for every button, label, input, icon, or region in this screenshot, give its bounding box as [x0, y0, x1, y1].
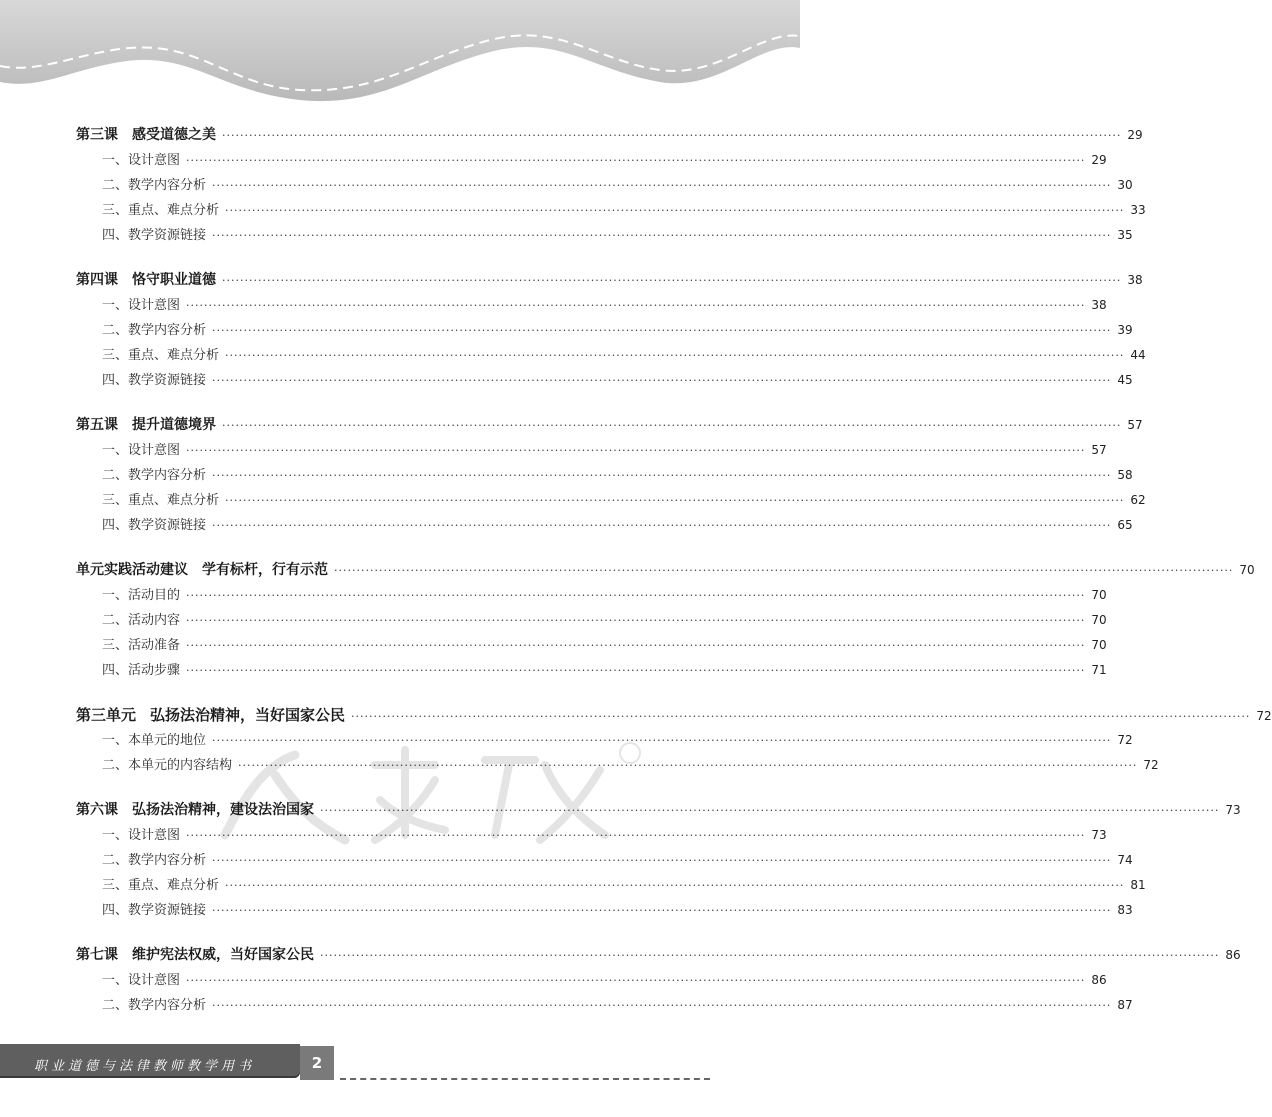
toc-page-number: 38	[1127, 273, 1143, 287]
toc-page-number: 71	[1091, 663, 1107, 677]
dot-leader: ········································································································································································································	[334, 564, 1234, 577]
toc-label: 二、教学内容分析	[102, 178, 207, 193]
toc-title: 感受道德之美	[132, 127, 216, 143]
dot-leader: ········································································································································································································	[212, 229, 1112, 242]
dot-leader: ········································································································································································································	[212, 179, 1112, 192]
dot-leader: ········································································································································································································	[222, 274, 1122, 287]
toc-item[interactable]	[102, 754, 1159, 778]
toc-page-number: 74	[1117, 853, 1133, 867]
toc-item[interactable]	[102, 149, 1107, 173]
toc-page-number: 45	[1117, 373, 1133, 387]
toc-page-number: 81	[1130, 878, 1146, 892]
toc-page-number: 30	[1117, 178, 1133, 192]
toc-label: 二、教学内容分析	[102, 468, 207, 483]
dot-leader: ········································································································································································································	[212, 734, 1112, 747]
toc-label	[76, 269, 216, 289]
toc-page-number: 62	[1130, 493, 1146, 507]
toc-label: 三、活动准备	[102, 638, 181, 653]
toc-title: 恪守职业道德	[132, 272, 216, 288]
toc-lesson[interactable]	[76, 269, 1143, 293]
footer-tab	[0, 1044, 300, 1078]
toc-label: 四、教学资源链接	[102, 373, 207, 388]
toc-lesson[interactable]	[76, 414, 1143, 438]
toc-item[interactable]	[102, 224, 1133, 248]
dot-leader: ········································································································································································································	[238, 759, 1138, 772]
toc-page-number: 72	[1256, 709, 1272, 723]
footer-page-number: 2	[300, 1046, 334, 1080]
toc-page-number: 70	[1091, 613, 1107, 627]
toc-item[interactable]	[102, 874, 1146, 898]
dot-leader: ········································································································································································································	[212, 374, 1112, 387]
toc-page-number: 57	[1091, 443, 1107, 457]
toc-label	[76, 704, 345, 725]
dot-leader: ········································································································································································································	[186, 614, 1086, 627]
toc-item[interactable]	[102, 634, 1107, 658]
toc-label: 二、教学内容分析	[102, 853, 207, 868]
dot-leader: ········································································································································································································	[225, 879, 1125, 892]
dot-leader: ········································································································································································································	[212, 854, 1112, 867]
toc-label: 二、教学内容分析	[102, 998, 207, 1013]
toc-item[interactable]	[102, 584, 1107, 608]
toc-page-number: 29	[1091, 153, 1107, 167]
dot-leader: ········································································································································································································	[212, 999, 1112, 1012]
toc-label: 三、重点、难点分析	[102, 878, 220, 893]
footer-book-title: 职业道德与法律教师教学用书	[34, 1059, 256, 1074]
toc-label: 四、活动步骤	[102, 663, 181, 678]
toc-page-number: 86	[1225, 948, 1241, 962]
toc-page-number: 57	[1127, 418, 1143, 432]
toc-number: 单元实践活动建议	[76, 562, 188, 578]
toc-label: 三、重点、难点分析	[102, 493, 220, 508]
toc-item[interactable]	[102, 294, 1107, 318]
dot-leader: ········································································································································································································	[186, 589, 1086, 602]
toc-label: 二、教学内容分析	[102, 323, 207, 338]
dot-leader: ········································································································································································································	[212, 469, 1112, 482]
toc-number: 第三课	[76, 127, 118, 143]
toc-lesson[interactable]	[76, 944, 1241, 968]
toc-label: 二、活动内容	[102, 613, 181, 628]
toc-label	[76, 944, 314, 964]
toc-page-number: 58	[1117, 468, 1133, 482]
toc-label: 一、本单元的地位	[102, 733, 207, 748]
toc-page-number: 72	[1117, 733, 1133, 747]
dot-leader: ········································································································································································································	[186, 299, 1086, 312]
toc-lesson[interactable]	[76, 124, 1143, 148]
toc-page-number: 44	[1130, 348, 1146, 362]
toc-item[interactable]	[102, 174, 1133, 198]
toc-label: 四、教学资源链接	[102, 228, 207, 243]
toc-label	[76, 559, 328, 579]
toc-item[interactable]	[102, 514, 1133, 538]
toc-lesson[interactable]	[76, 799, 1241, 823]
toc-page-number: 29	[1127, 128, 1143, 142]
dot-leader: ········································································································································································································	[186, 829, 1086, 842]
toc-number: 第四课	[76, 272, 118, 288]
toc-title: 维护宪法权威，当好国家公民	[132, 947, 314, 963]
toc-label: 一、活动目的	[102, 588, 181, 603]
toc-item[interactable]	[102, 899, 1133, 923]
toc-page-number: 70	[1091, 588, 1107, 602]
toc-title: 学有标杆，行有示范	[202, 562, 328, 578]
dot-leader: ········································································································································································································	[212, 324, 1112, 337]
toc-item[interactable]	[102, 369, 1133, 393]
toc-item[interactable]	[102, 849, 1133, 873]
dot-leader: ········································································································································································································	[222, 419, 1122, 432]
toc-item[interactable]	[102, 464, 1133, 488]
dot-leader: ········································································································································································································	[186, 639, 1086, 652]
toc-item[interactable]	[102, 344, 1146, 368]
dot-leader: ········································································································································································································	[186, 154, 1086, 167]
dot-leader: ········································································································································································································	[212, 904, 1112, 917]
toc-page-number: 65	[1117, 518, 1133, 532]
dot-leader: ········································································································································································································	[212, 519, 1112, 532]
toc-label: 三、重点、难点分析	[102, 348, 220, 363]
toc-label: 一、设计意图	[102, 298, 181, 313]
dot-leader: ········································································································································································································	[186, 664, 1086, 677]
toc-page-number: 83	[1117, 903, 1133, 917]
toc-label: 四、教学资源链接	[102, 903, 207, 918]
toc-number: 第五课	[76, 417, 118, 433]
toc-lesson[interactable]	[76, 559, 1255, 583]
toc-label	[76, 799, 314, 819]
toc-label: 三、重点、难点分析	[102, 203, 220, 218]
dot-leader: ········································································································································································································	[225, 494, 1125, 507]
toc-unit[interactable]	[76, 704, 1272, 728]
toc-title: 弘扬法治精神，建设法治国家	[132, 802, 314, 818]
toc-label: 二、本单元的内容结构	[102, 758, 233, 773]
toc-item[interactable]	[102, 659, 1107, 683]
toc-page-number: 86	[1091, 973, 1107, 987]
toc-item[interactable]	[102, 439, 1107, 463]
dot-leader: ········································································································································································································	[222, 129, 1122, 142]
toc-item[interactable]	[102, 199, 1146, 223]
toc-item[interactable]	[102, 969, 1107, 993]
toc-label: 一、设计意图	[102, 153, 181, 168]
toc-page-number: 35	[1117, 228, 1133, 242]
toc-item[interactable]	[102, 609, 1107, 633]
footer-dashed-rule	[340, 1078, 710, 1080]
toc-number: 第六课	[76, 802, 118, 818]
toc-item[interactable]	[102, 729, 1133, 753]
dot-leader: ········································································································································································································	[225, 204, 1125, 217]
toc-page-number: 70	[1239, 563, 1255, 577]
toc-page-number: 73	[1091, 828, 1107, 842]
dot-leader: ········································································································································································································	[320, 804, 1220, 817]
toc-item[interactable]	[102, 824, 1107, 848]
toc-label: 一、设计意图	[102, 828, 181, 843]
toc-page-number: 72	[1143, 758, 1159, 772]
toc-page-number: 39	[1117, 323, 1133, 337]
dot-leader: ········································································································································································································	[186, 444, 1086, 457]
toc-label: 一、设计意图	[102, 443, 181, 458]
toc-label	[76, 414, 216, 434]
page-footer	[0, 1040, 800, 1117]
toc-label: 一、设计意图	[102, 973, 181, 988]
dot-leader: ········································································································································································································	[186, 974, 1086, 987]
toc-item[interactable]	[102, 319, 1133, 343]
toc-title: 提升道德境界	[132, 417, 216, 433]
toc-label	[76, 124, 216, 144]
toc-number: 第三单元	[76, 706, 137, 724]
toc-page-number: 70	[1091, 638, 1107, 652]
toc-item[interactable]	[102, 994, 1133, 1018]
toc-page-number: 73	[1225, 803, 1241, 817]
toc-label: 四、教学资源链接	[102, 518, 207, 533]
toc-page-number: 87	[1117, 998, 1133, 1012]
toc-number: 第七课	[76, 947, 118, 963]
dot-leader: ········································································································································································································	[351, 710, 1251, 723]
dot-leader: ········································································································································································································	[320, 949, 1220, 962]
toc-title: 弘扬法治精神，当好国家公民	[150, 706, 346, 724]
dot-leader: ········································································································································································································	[225, 349, 1125, 362]
toc-item[interactable]	[102, 489, 1146, 513]
toc-page-number: 38	[1091, 298, 1107, 312]
toc-page-number: 33	[1130, 203, 1146, 217]
